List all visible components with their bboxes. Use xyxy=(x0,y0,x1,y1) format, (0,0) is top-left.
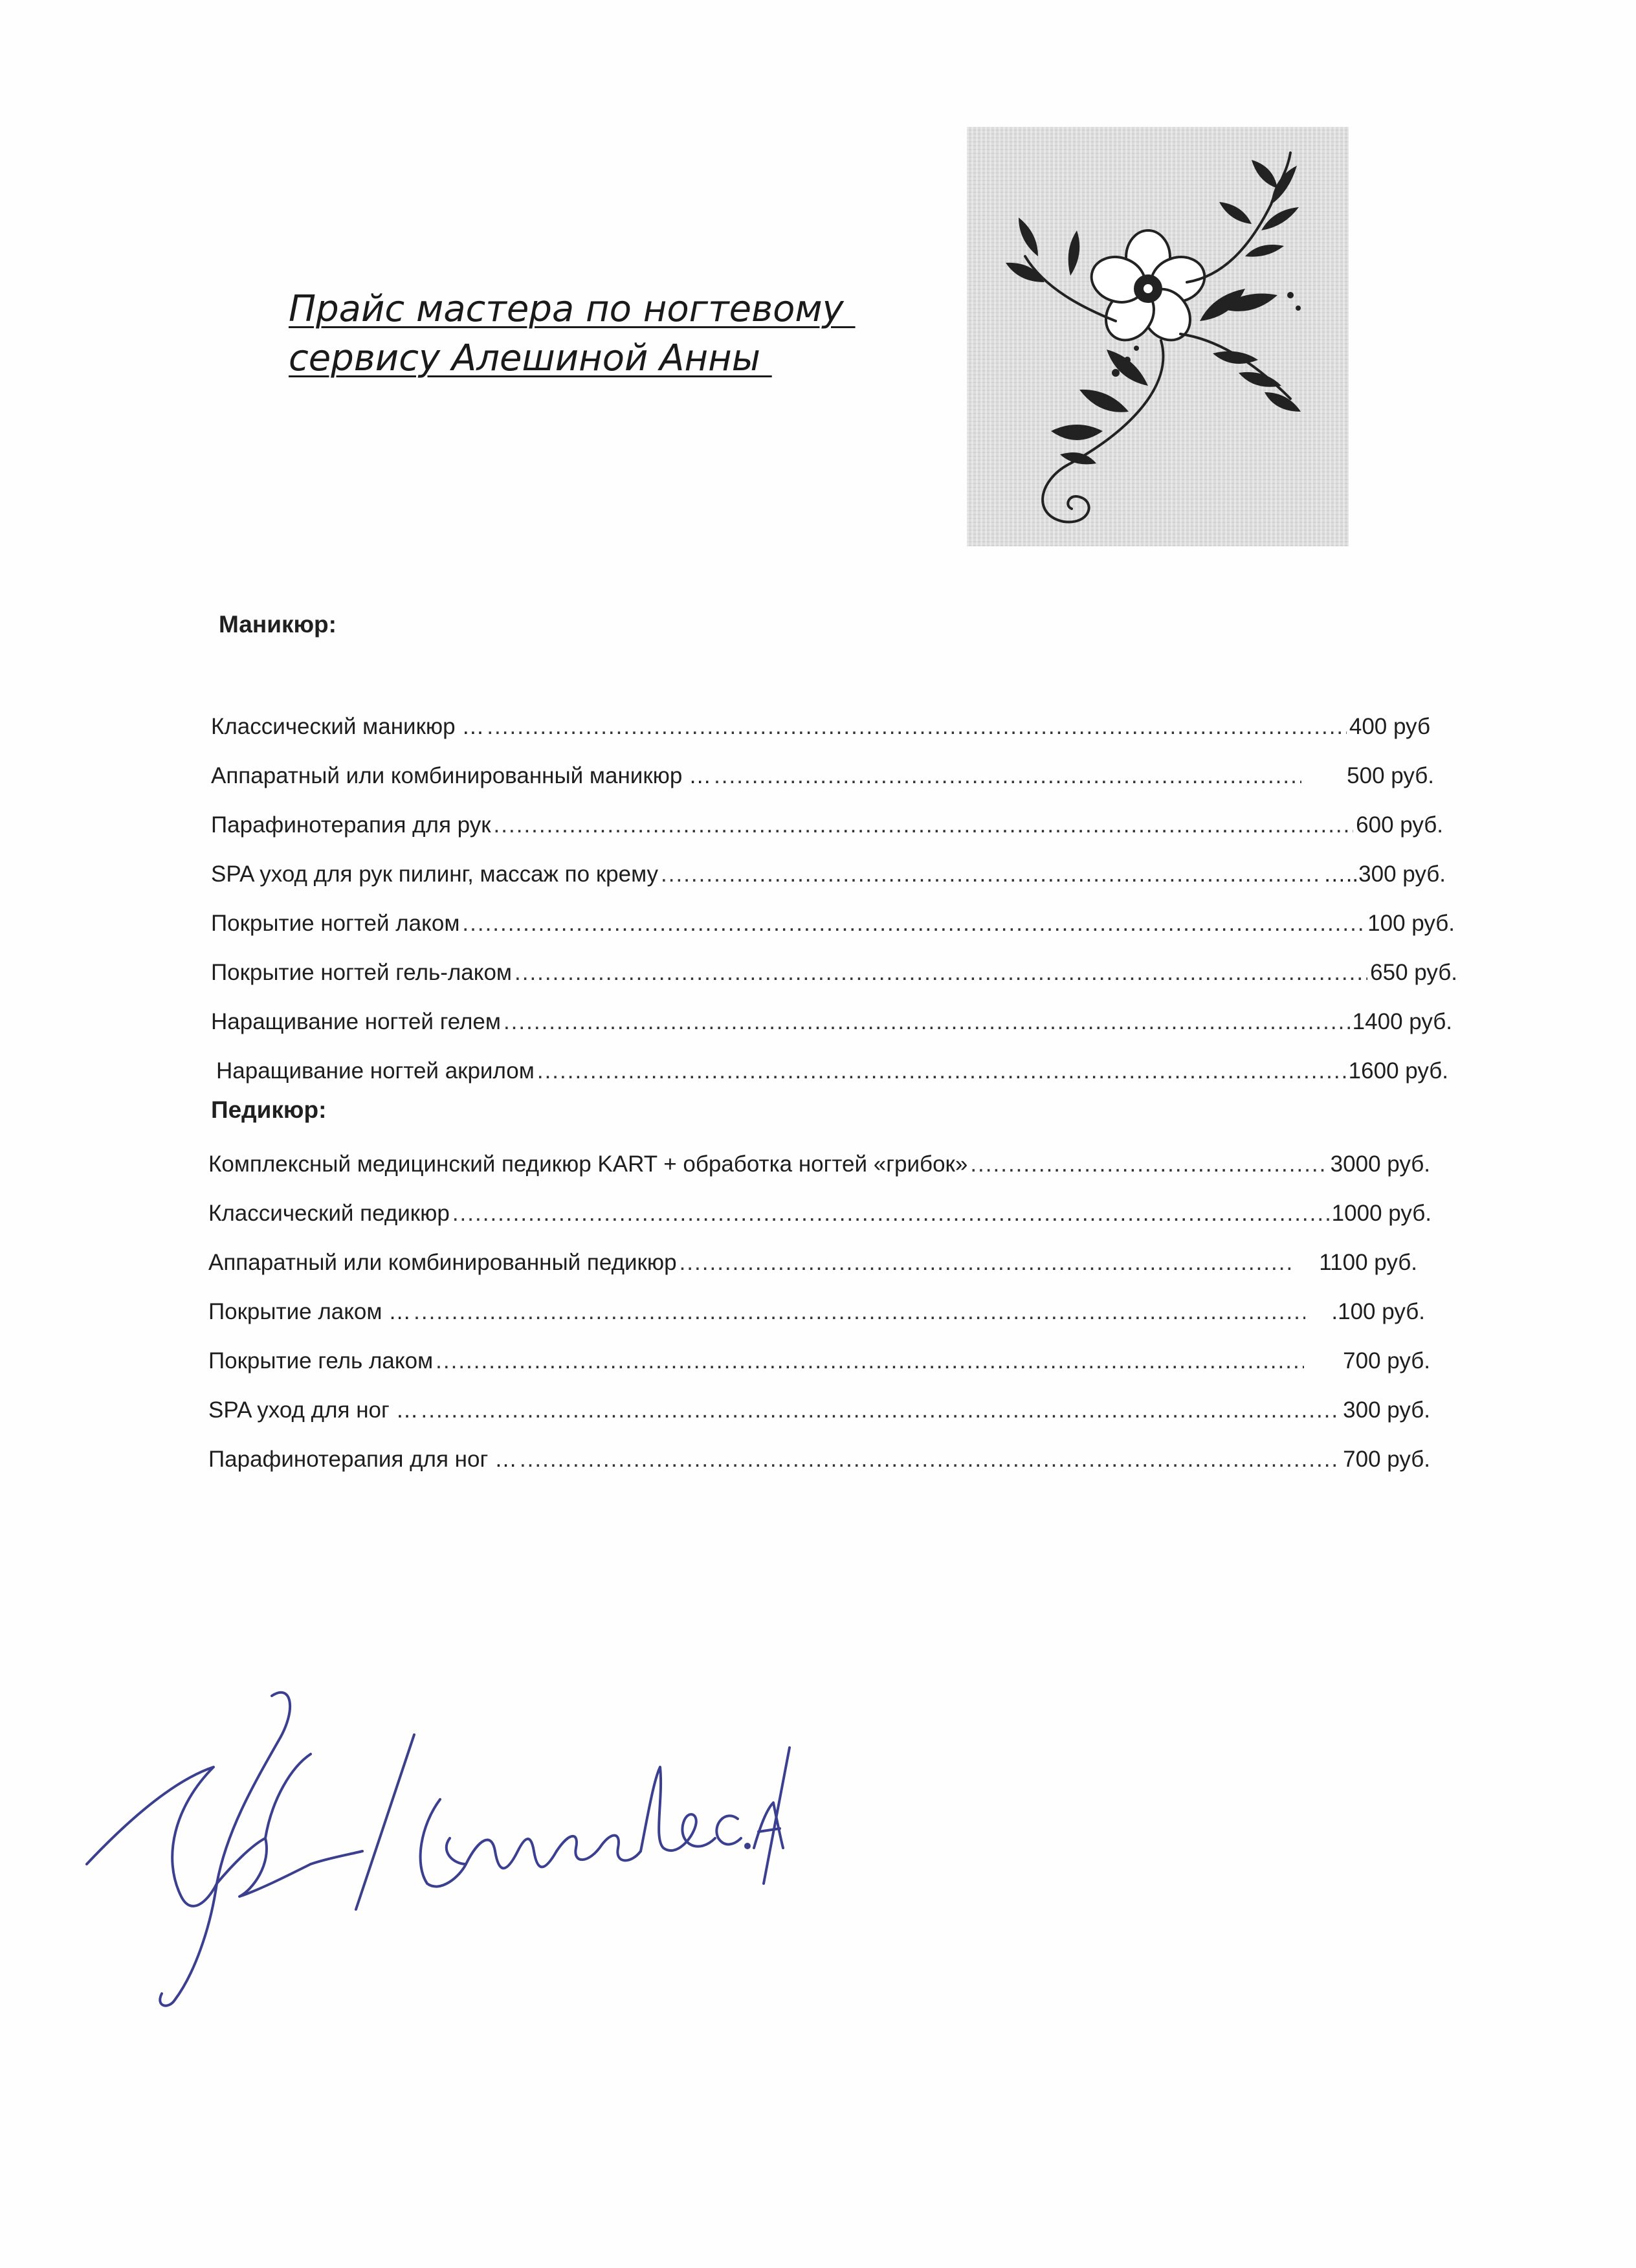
service-price: 500 руб. xyxy=(1347,763,1434,788)
service-price: 600 руб. xyxy=(1356,812,1443,838)
service-price: 700 руб. xyxy=(1343,1447,1430,1472)
service-name: Покрытие ногтей лаком xyxy=(211,911,460,936)
handwritten-signature xyxy=(78,1670,802,2019)
price-row xyxy=(208,1345,1430,1376)
price-row xyxy=(208,1197,1432,1228)
price-row xyxy=(211,1006,1452,1037)
dot-leader xyxy=(514,958,1367,988)
price-row xyxy=(211,711,1430,742)
service-name: Аппаратный или комбинированный маникюр … xyxy=(211,763,712,788)
service-name: Аппаратный или комбинированный педикюр xyxy=(208,1250,677,1275)
price-row xyxy=(208,1394,1430,1425)
price-row xyxy=(208,1443,1430,1474)
service-price: 1000 руб. xyxy=(1331,1201,1432,1226)
service-price: 3000 руб. xyxy=(1330,1151,1430,1177)
price-row xyxy=(208,1148,1430,1179)
title-line-1: Прайс мастера по ногтевому xyxy=(289,288,856,330)
service-name: Покрытие лаком … xyxy=(208,1299,412,1324)
price-row xyxy=(211,809,1443,840)
service-price: 1400 руб. xyxy=(1352,1009,1452,1034)
service-price: 1100 руб. xyxy=(1319,1250,1417,1275)
dot-leader xyxy=(680,1248,1294,1278)
service-price: …..300 руб. xyxy=(1323,862,1446,887)
document-title xyxy=(289,285,910,383)
price-row xyxy=(211,957,1457,988)
price-row xyxy=(211,858,1446,889)
service-name: Покрытие ногтей гель-лаком xyxy=(211,960,512,985)
service-price: 1600 руб. xyxy=(1348,1058,1448,1084)
service-name: SPA уход для ног … xyxy=(208,1397,419,1423)
section-heading-pedicure: Педикюр: xyxy=(211,1096,327,1123)
dot-leader xyxy=(503,1007,1350,1037)
service-name: Парафинотерапия для рук xyxy=(211,812,491,838)
dot-leader xyxy=(970,1150,1327,1179)
service-name: Парафинотерапия для ног … xyxy=(208,1447,517,1472)
dot-leader xyxy=(462,909,1365,939)
price-row xyxy=(216,1055,1448,1086)
service-name: Классический педикюр xyxy=(208,1201,450,1226)
service-name: Наращивание ногтей гелем xyxy=(211,1009,501,1034)
service-price: 100 руб. xyxy=(1367,911,1455,936)
dot-leader xyxy=(414,1297,1305,1327)
dot-leader xyxy=(537,1056,1346,1086)
service-price: 400 руб xyxy=(1349,714,1430,739)
service-name: Комплексный медицинский педикюр KART + обработка ногтей «грибок» xyxy=(208,1151,968,1177)
dot-leader xyxy=(714,761,1301,791)
service-name: SPA уход для рук пилинг, массаж по крему xyxy=(211,862,659,887)
section-heading-manicure: Маникюр: xyxy=(219,611,337,638)
dot-leader xyxy=(487,712,1347,742)
price-row xyxy=(208,1296,1425,1327)
price-row xyxy=(211,907,1455,939)
dot-leader xyxy=(494,810,1354,840)
service-price: 700 руб. xyxy=(1343,1348,1430,1373)
price-row xyxy=(211,760,1434,791)
title-line-2: сервису Алешиной Анны xyxy=(289,337,772,379)
dot-leader xyxy=(452,1199,1329,1228)
price-row xyxy=(208,1247,1417,1278)
service-name: Наращивание ногтей акрилом xyxy=(216,1058,535,1084)
service-name: Классический маникюр … xyxy=(211,714,485,739)
floral-ornament-icon xyxy=(967,127,1349,546)
dot-leader xyxy=(421,1395,1341,1425)
dot-leader xyxy=(520,1445,1340,1474)
service-name: Покрытие гель лаком xyxy=(208,1348,434,1373)
service-price: .100 руб. xyxy=(1331,1299,1425,1324)
dot-leader xyxy=(436,1346,1304,1376)
service-price: 650 руб. xyxy=(1370,960,1457,985)
service-price: 300 руб. xyxy=(1343,1397,1430,1423)
dot-leader xyxy=(661,860,1321,889)
